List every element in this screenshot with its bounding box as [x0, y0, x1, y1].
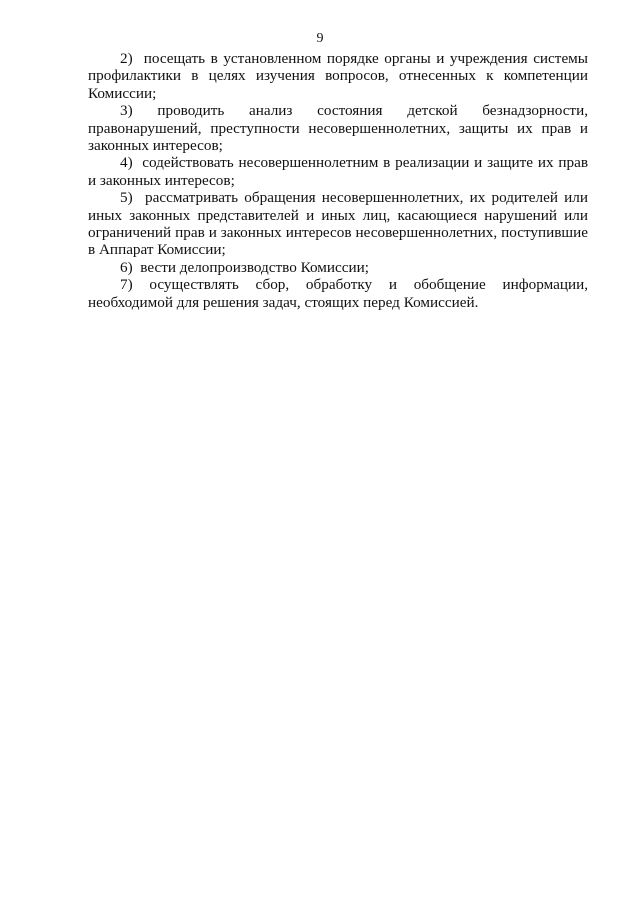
- list-item-5: [88, 189, 588, 259]
- item-text: вести делопроизводство Комиссии;: [140, 258, 369, 276]
- item-number: 3): [120, 102, 133, 120]
- item-number: 2): [120, 50, 133, 67]
- page-number: 9: [316, 31, 324, 46]
- list-item-6: [88, 259, 588, 276]
- list-item-2: [88, 50, 588, 102]
- item-number: 4): [120, 154, 133, 172]
- item-text: содействовать несовершеннолетним в реализации и защите их прав и законных интересов;: [88, 154, 589, 189]
- list-item-7: [88, 276, 588, 311]
- item-text: осуществлять сбор, обработку и обобщение информации, необходимой для решения задач, стоящих перед Комиссией.: [88, 276, 589, 311]
- item-number: 5): [120, 189, 133, 207]
- list-item-4: [88, 154, 588, 189]
- item-text: рассматривать обращения несовершеннолетних, их родителей или иных законных представителей и иных лиц, касающиеся нарушений или ограничений прав и законных интересов несовершеннолетних, поступившие в Аппарат Комиссии;: [88, 189, 588, 259]
- item-text: посещать в установленном порядке органы и учреждения системы профилактики в целях изучения вопросов, отнесенных к компетенции Комиссии;: [88, 50, 588, 102]
- item-text: проводить анализ состояния детской безнадзорности, правонарушений, преступности несовершеннолетних, защиты их прав и законных интересов;: [88, 102, 588, 155]
- item-number: 7): [120, 276, 133, 294]
- item-number: 6): [120, 258, 133, 276]
- document-body: [88, 50, 588, 311]
- list-item-3: [88, 102, 588, 154]
